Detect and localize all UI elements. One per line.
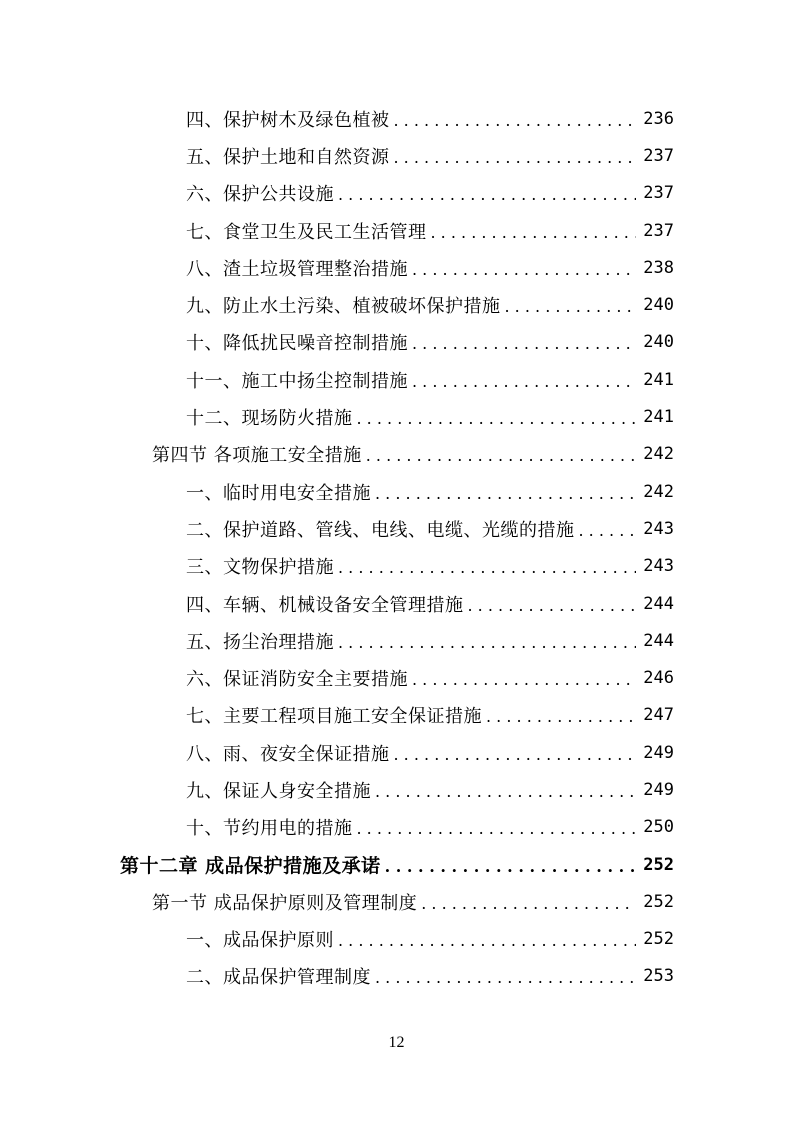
toc-leader-dots	[412, 672, 636, 688]
toc-leader-dots	[375, 486, 636, 502]
toc-leader-dots	[375, 784, 636, 800]
toc-entry-title: 八、渣土垃圾管理整治措施	[186, 258, 408, 280]
toc-entry-title: 第十二章 成品保护措施及承诺	[120, 855, 381, 878]
toc-entry-title: 十二、现场防火措施	[186, 408, 353, 430]
toc-entry[interactable]	[0, 809, 793, 846]
toc-entry-title: 八、雨、夜安全保证措施	[186, 743, 390, 765]
toc-entry-title: 九、保证人身安全措施	[186, 780, 371, 802]
toc-entry-title: 第四节 各项施工安全措施	[152, 445, 362, 467]
toc-entry[interactable]	[0, 286, 793, 323]
toc-entry-page: 244	[643, 630, 674, 651]
toc-leader-dots	[486, 709, 636, 725]
toc-entry[interactable]	[0, 510, 793, 547]
toc-entry-title: 四、保护树木及绿色植被	[186, 109, 390, 131]
toc-leader-dots	[431, 225, 637, 241]
toc-leader-dots	[394, 747, 637, 763]
toc-entry[interactable]	[0, 473, 793, 510]
toc-entry-page: 252	[643, 929, 674, 950]
toc-entry[interactable]	[0, 921, 793, 958]
toc-leader-dots	[338, 635, 636, 651]
toc-entry-page: 236	[643, 108, 674, 129]
toc-entry[interactable]	[0, 697, 793, 734]
toc-entry-title: 七、主要工程项目施工安全保证措施	[186, 706, 482, 728]
toc-leader-dots	[375, 970, 636, 986]
toc-entry-title: 五、保护土地和自然资源	[186, 146, 390, 168]
toc-entry-page: 243	[643, 556, 674, 577]
toc-entry-title: 一、临时用电安全措施	[186, 482, 371, 504]
toc-leader-dots	[579, 523, 637, 539]
toc-leader-dots	[385, 859, 636, 875]
toc-entry-page: 247	[643, 705, 674, 726]
toc-entry-page: 238	[643, 257, 674, 278]
toc-entry-title: 十一、施工中扬尘控制措施	[186, 370, 408, 392]
toc-entry-title: 七、食堂卫生及民工生活管理	[186, 221, 427, 243]
toc-entry-page: 252	[643, 891, 674, 912]
table-of-contents	[0, 100, 793, 995]
toc-entry-page: 244	[643, 593, 674, 614]
toc-entry[interactable]	[0, 361, 793, 398]
toc-entry-title: 九、防止水土污染、植被破坏保护措施	[186, 296, 501, 318]
toc-leader-dots	[338, 560, 636, 576]
toc-entry[interactable]	[0, 883, 793, 920]
toc-entry-title: 二、成品保护管理制度	[186, 967, 371, 989]
toc-entry-title: 第一节 成品保护原则及管理制度	[152, 892, 418, 914]
toc-leader-dots	[357, 411, 637, 427]
toc-entry[interactable]	[0, 436, 793, 473]
toc-entry[interactable]	[0, 771, 793, 808]
toc-entry-page: 253	[643, 966, 674, 987]
toc-entry-page: 237	[643, 220, 674, 241]
toc-entry[interactable]	[0, 324, 793, 361]
toc-leader-dots	[394, 113, 637, 129]
toc-leader-dots	[505, 299, 637, 315]
toc-entry-page: 241	[643, 407, 674, 428]
toc-entry-title: 一、成品保护原则	[186, 930, 334, 952]
toc-leader-dots	[338, 933, 636, 949]
toc-entry[interactable]	[0, 734, 793, 771]
toc-leader-dots	[412, 336, 636, 352]
toc-entry-title: 十、降低扰民噪音控制措施	[186, 333, 408, 355]
toc-leader-dots	[338, 187, 636, 203]
toc-entry-title: 二、保护道路、管线、电线、电缆、光缆的措施	[186, 519, 575, 541]
toc-entry-page: 242	[643, 481, 674, 502]
toc-entry-title: 五、扬尘治理措施	[186, 631, 334, 653]
toc-entry-page: 237	[643, 145, 674, 166]
toc-entry-page: 249	[643, 742, 674, 763]
toc-leader-dots	[412, 374, 636, 390]
toc-entry-title: 三、文物保护措施	[186, 557, 334, 579]
toc-entry[interactable]	[0, 585, 793, 622]
toc-entry[interactable]	[0, 958, 793, 995]
toc-leader-dots	[412, 262, 636, 278]
toc-entry-page: 243	[643, 518, 674, 539]
toc-entry[interactable]	[0, 137, 793, 174]
toc-entry-page: 252	[643, 854, 674, 875]
toc-entry-title: 四、车辆、机械设备安全管理措施	[186, 594, 464, 616]
toc-entry[interactable]	[0, 659, 793, 696]
toc-entry[interactable]	[0, 175, 793, 212]
toc-entry-page: 241	[643, 369, 674, 390]
page-number: 12	[388, 1034, 405, 1051]
toc-leader-dots	[366, 448, 636, 464]
toc-leader-dots	[394, 150, 637, 166]
toc-entry-page: 240	[643, 332, 674, 353]
toc-entry[interactable]	[0, 622, 793, 659]
toc-entry-page: 250	[643, 817, 674, 838]
toc-leader-dots	[468, 598, 637, 614]
toc-entry-page: 246	[643, 668, 674, 689]
toc-entry-title: 六、保护公共设施	[186, 184, 334, 206]
toc-entry-page: 240	[643, 295, 674, 316]
toc-entry[interactable]	[0, 212, 793, 249]
toc-entry-page: 237	[643, 183, 674, 204]
toc-entry-page: 249	[643, 779, 674, 800]
toc-entry-title: 六、保证消防安全主要措施	[186, 669, 408, 691]
toc-leader-dots	[357, 821, 637, 837]
toc-leader-dots	[421, 896, 636, 912]
toc-entry[interactable]	[0, 249, 793, 286]
toc-entry[interactable]	[0, 100, 793, 137]
toc-entry[interactable]	[0, 398, 793, 435]
toc-entry[interactable]	[0, 846, 793, 883]
toc-entry-page: 242	[643, 444, 674, 465]
toc-entry-title: 十、节约用电的措施	[186, 818, 353, 840]
toc-entry[interactable]	[0, 548, 793, 585]
